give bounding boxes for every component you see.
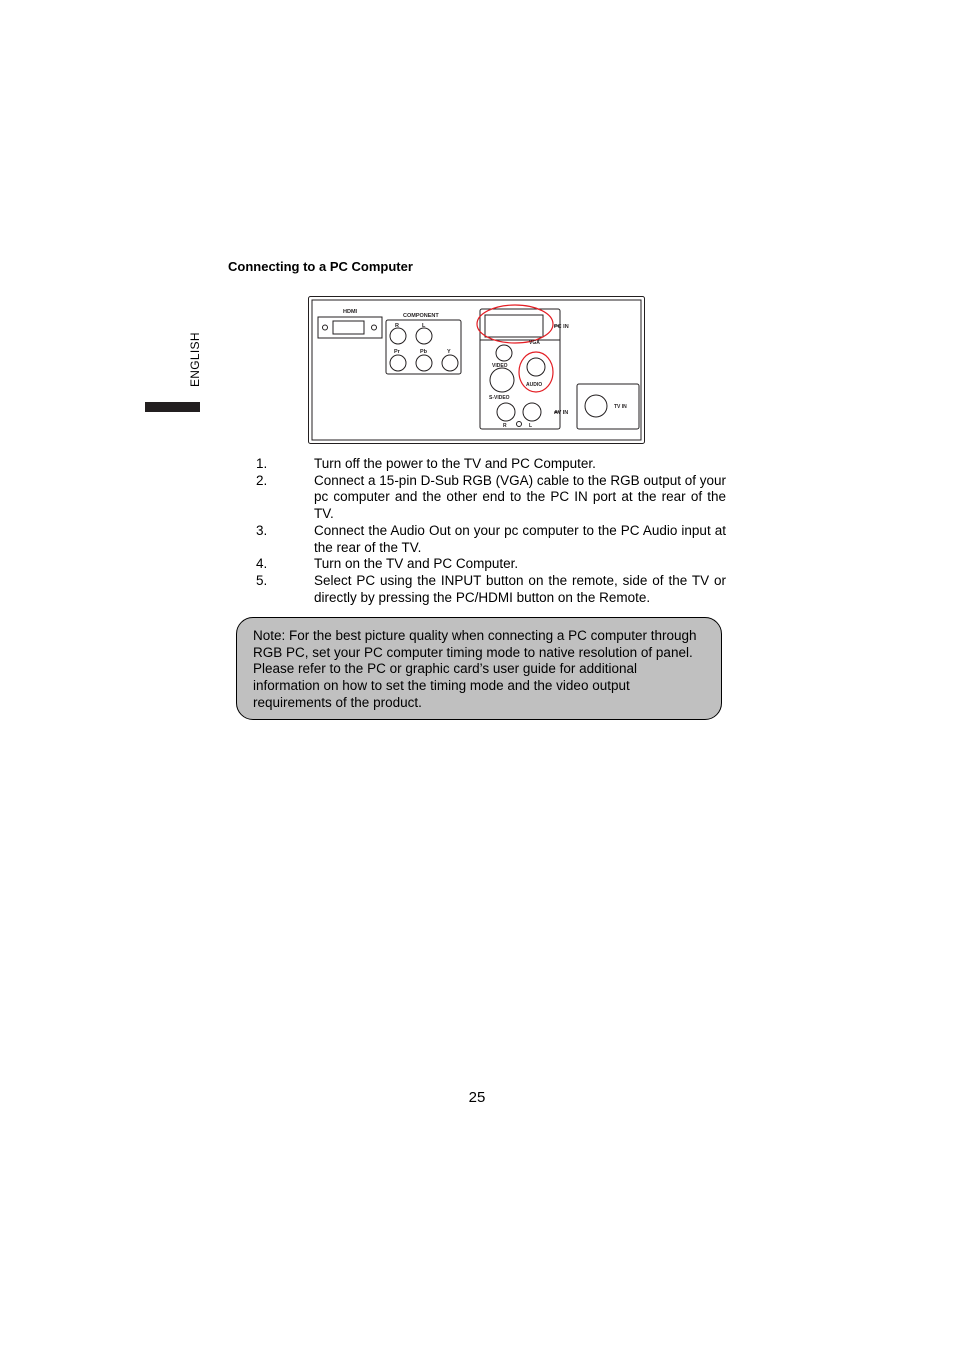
tv-in-label: TV IN — [614, 404, 627, 410]
list-item — [256, 523, 726, 556]
component-jack-r — [390, 328, 406, 344]
audio-l-label: L — [529, 423, 533, 429]
section-heading: Connecting to a PC Computer — [228, 259, 413, 274]
step-number: 3. — [256, 522, 268, 538]
component-jack-pr — [390, 355, 406, 371]
hdmi-port — [333, 321, 364, 334]
step-text: Select PC using the INPUT button on the remote, side of the TV or directly by pressing the PC/HDMI button on the Remote. — [314, 572, 726, 605]
list-item — [256, 556, 726, 573]
pc-av-box — [480, 309, 560, 429]
list-item — [256, 473, 726, 523]
list-item — [256, 573, 726, 606]
tv-rear-panel-diagram — [308, 296, 645, 444]
audio-r-label: R — [503, 423, 507, 429]
video-jack — [496, 345, 512, 361]
component-jack-pb — [416, 355, 432, 371]
pc-audio-jack — [527, 358, 545, 376]
component-r-label: R — [395, 323, 399, 329]
component-pb-label: Pb — [420, 349, 428, 355]
language-tab-label: ENGLISH — [188, 332, 202, 388]
s-video-label: S-VIDEO — [489, 395, 510, 401]
list-item — [256, 456, 726, 473]
component-pr-label: Pr — [394, 349, 400, 355]
s-video-jack — [490, 368, 514, 392]
pc-in-label: PC IN — [554, 324, 569, 330]
step-text: Turn off the power to the TV and PC Computer. — [314, 456, 596, 471]
step-text: Turn on the TV and PC Computer. — [314, 556, 519, 572]
page-number: 25 — [468, 1089, 486, 1106]
component-y-label: Y — [447, 349, 451, 355]
step-number: 2. — [256, 472, 268, 488]
hdmi-screw-left — [323, 325, 328, 330]
step-number: 4. — [256, 556, 268, 572]
instruction-steps — [256, 456, 726, 606]
language-tab-marker — [145, 402, 200, 412]
note-box — [236, 617, 722, 720]
audio-r-jack — [497, 403, 515, 421]
component-jack-y — [442, 355, 458, 371]
vga-port — [485, 315, 543, 337]
component-jack-l — [416, 328, 432, 344]
step-text: Connect a 15-pin D-Sub RGB (VGA) cable to the RGB output of your pc computer and the other end to the PC IN port at the rear of the TV. — [314, 472, 726, 522]
hdmi-screw-right — [372, 325, 377, 330]
hdmi-label: HDMI — [343, 309, 358, 315]
panel-outer-frame — [309, 297, 645, 444]
component-label: COMPONENT — [403, 313, 439, 319]
tv-in-jack — [585, 395, 607, 417]
vga-label: VGA — [529, 340, 540, 346]
audio-label: AUDIO — [526, 382, 543, 388]
audio-l-jack — [523, 403, 541, 421]
step-text: Connect the Audio Out on your pc computer to the PC Audio input at the rear of the TV. — [314, 522, 726, 555]
video-label: VIDEO — [492, 363, 508, 369]
av-in-label: AV IN — [554, 410, 569, 416]
component-l-label: L — [422, 323, 426, 329]
tv-in-box — [577, 384, 639, 429]
step-number: 1. — [256, 456, 268, 471]
step-number: 5. — [256, 572, 268, 588]
note-text: Note: For the best picture quality when connecting a PC computer through RGB PC, set your PC computer timing mode to native resolution of panel. Please refer to the PC or graphic card’s user guide for additional information on how to set the timing mode and the video output requirements of the product. — [253, 628, 697, 710]
